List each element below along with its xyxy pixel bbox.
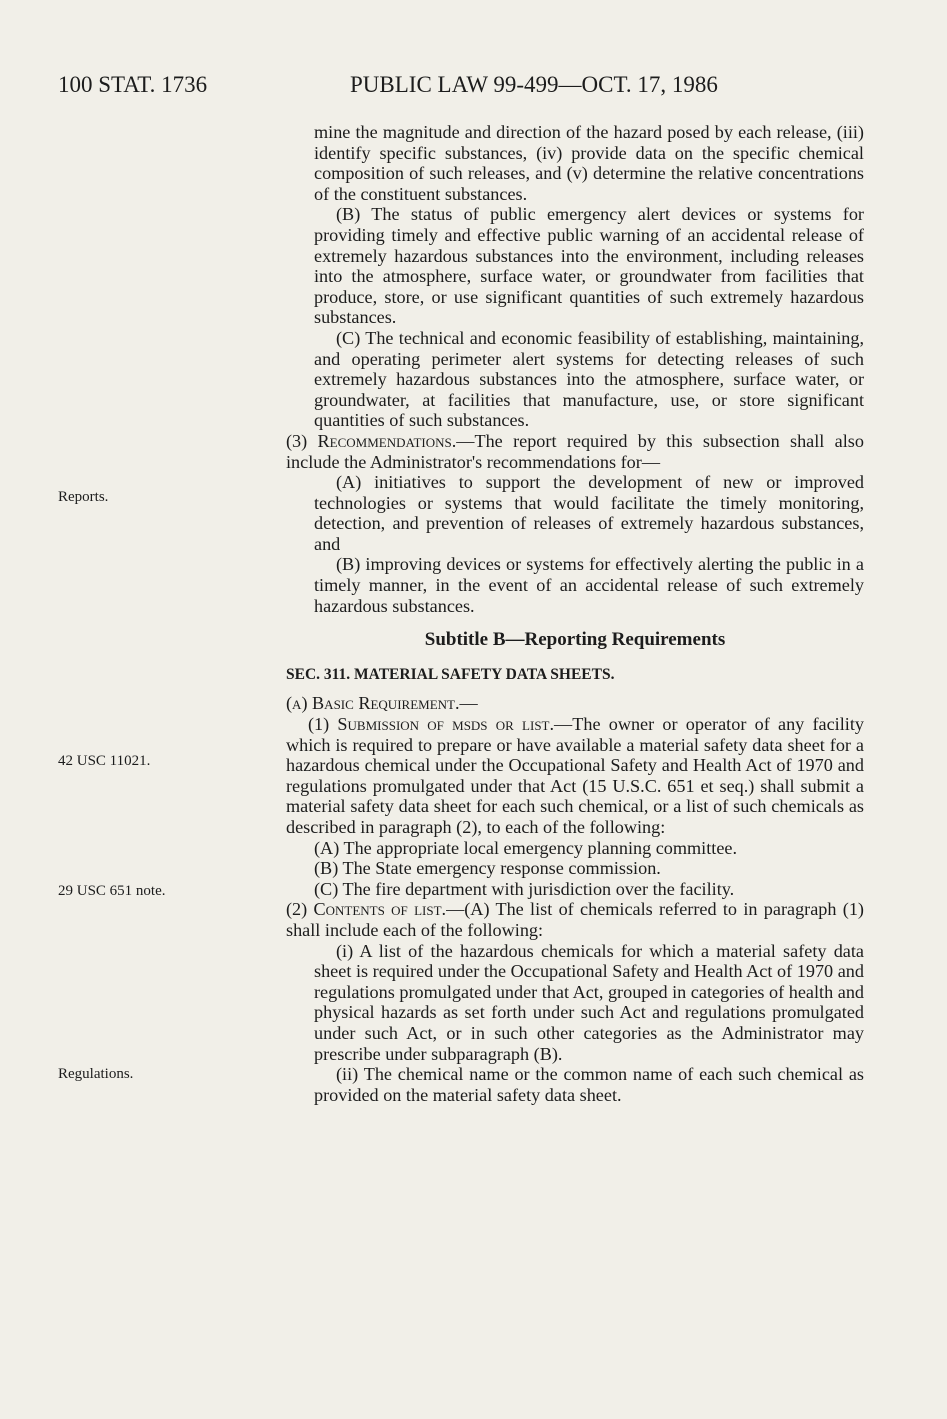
section-heading: SEC. 311. MATERIAL SAFETY DATA SHEETS. xyxy=(286,665,615,683)
main-text-column xyxy=(286,122,864,1105)
subsection-a-dash: — xyxy=(459,693,478,714)
margin-note-regulations: Regulations. xyxy=(58,1066,134,1082)
paragraph-2-i: (i) A list of the hazardous chemicals for which a material safety data sheet is required under the Occupational Safety and Health Act of 1970 and regulations promulgated under that Act, grouped in categories of health and physical hazards as set forth under such Act and regulations promulgated under such Act, or in such other categories as the Administrator may prescribe under subparagraph (B). xyxy=(314,940,865,1064)
paragraph-B: (B) The status of public emergency alert devices or systems for providing timely and effective public warning of an accidental release of extremely hazardous substances into the environment, including releases into the atmosphere, surface water, or groundwater from facilities that produce, store, or use significant quantities of such extremely hazardous substances. xyxy=(314,204,864,328)
paragraph-1-submission xyxy=(286,714,864,838)
paragraph-3B: (B) improving devices or systems for effectively alerting the public in a timely manner, in the event of an accidental release of such extremely hazardous substances. xyxy=(314,554,864,616)
paragraph-C: (C) The technical and economic feasibility of establishing, maintaining, and operating perimeter alert systems for detecting releases of such extremely hazardous substances into the atmosphere, surface water, or groundwater, at facilities that manufacture, use, or store significant quantities of such substances. xyxy=(314,327,864,431)
subsection-a xyxy=(286,693,864,714)
paragraph-1C: (C) The fire department with jurisdiction over the facility. xyxy=(314,878,735,899)
page-header xyxy=(0,72,947,106)
paragraph-3-text: —The report required by this subsection shall also include the Administrator's recommendations for— xyxy=(286,430,864,472)
paragraph-2-text: —(A) The list of chemicals referred to in paragraph (1) shall include each of the following: xyxy=(286,899,864,940)
paragraph-1-text: —The owner or operator of any facility which is required to prepare or have available a material safety data sheet for a hazardous chemical under the Occupational Safety and Health Act of 1970 and regulations promulgated under that Act (15 U.S.C. 651 et seq.) shall submit a material safety data sheet for each such chemical, or a list of such chemicals as described in paragraph (2), to each of the following: xyxy=(286,714,864,837)
margin-note-usc-11021: 42 USC 11021. xyxy=(58,753,151,769)
paragraph-2-contents xyxy=(286,899,864,940)
margin-note-usc-651: 29 USC 651 note. xyxy=(58,883,166,899)
paragraph-2-label: (2) Contents of list. xyxy=(286,899,447,920)
paragraph-3-recommendations xyxy=(286,431,864,472)
statute-page-number: 100 STAT. 1736 xyxy=(58,72,208,97)
paragraph-2-ii: (ii) The chemical name or the common name of each such chemical as provided on the material safety data sheet. xyxy=(314,1064,864,1105)
paragraph-3-label: (3) Recommendations. xyxy=(286,430,457,451)
subtitle-heading: Subtitle B—Reporting Requirements xyxy=(424,629,726,651)
paragraph-3A: (A) initiatives to support the development of new or improved technologies or systems that would facilitate the timely monitoring, detection, and prevention of releases of extremely hazardous substances, and xyxy=(314,472,864,554)
paragraph-continuation: mine the magnitude and direction of the hazard posed by each release, (iii) identify specific substances, (iv) provide data on the specific chemical composition of such releases, and (v) determine the relative concentrations of the constituent substances. xyxy=(314,122,864,204)
subsection-a-label: (a) Basic Requirement. xyxy=(286,693,460,714)
margin-note-reports: Reports. xyxy=(58,489,109,505)
running-title: PUBLIC LAW 99-499—OCT. 17, 1986 xyxy=(350,72,718,97)
paragraph-1-label: (1) Submission of msds or list. xyxy=(308,714,555,735)
paragraph-1A: (A) The appropriate local emergency planning committee. xyxy=(314,837,738,858)
paragraph-1B: (B) The State emergency response commission. xyxy=(314,858,661,879)
